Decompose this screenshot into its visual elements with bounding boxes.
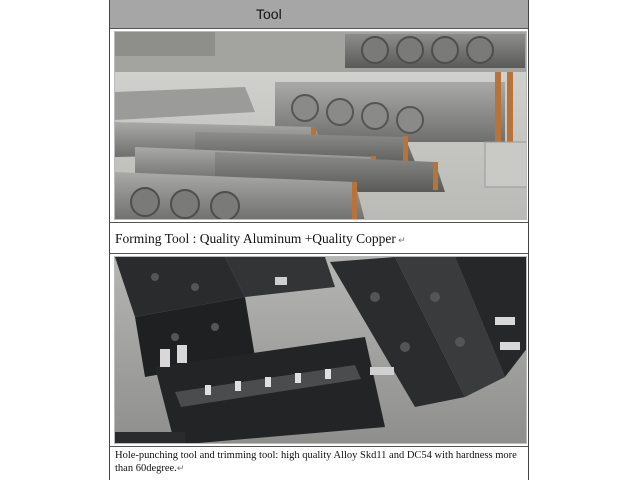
forming-tool-caption: Forming Tool : Quality Aluminum +Quality Copper ↵ [115, 231, 406, 246]
hole-punching-tool-caption: Hole-punching tool and trimming tool: high quality Alloy Skd11 and DC54 with hardness more than 60degree.↵ [115, 450, 517, 474]
row-divider [110, 222, 528, 223]
row-divider [110, 253, 528, 254]
hole-punching-tool-photo [114, 256, 527, 444]
row-divider [110, 446, 528, 447]
hole-punching-tool-illustration [115, 257, 527, 444]
header-title: Tool [256, 6, 282, 22]
forming-tool-photo [114, 31, 527, 220]
table-header [110, 0, 528, 29]
mold-back [345, 34, 525, 68]
document-page [109, 0, 529, 480]
forming-tool-illustration [115, 32, 527, 220]
